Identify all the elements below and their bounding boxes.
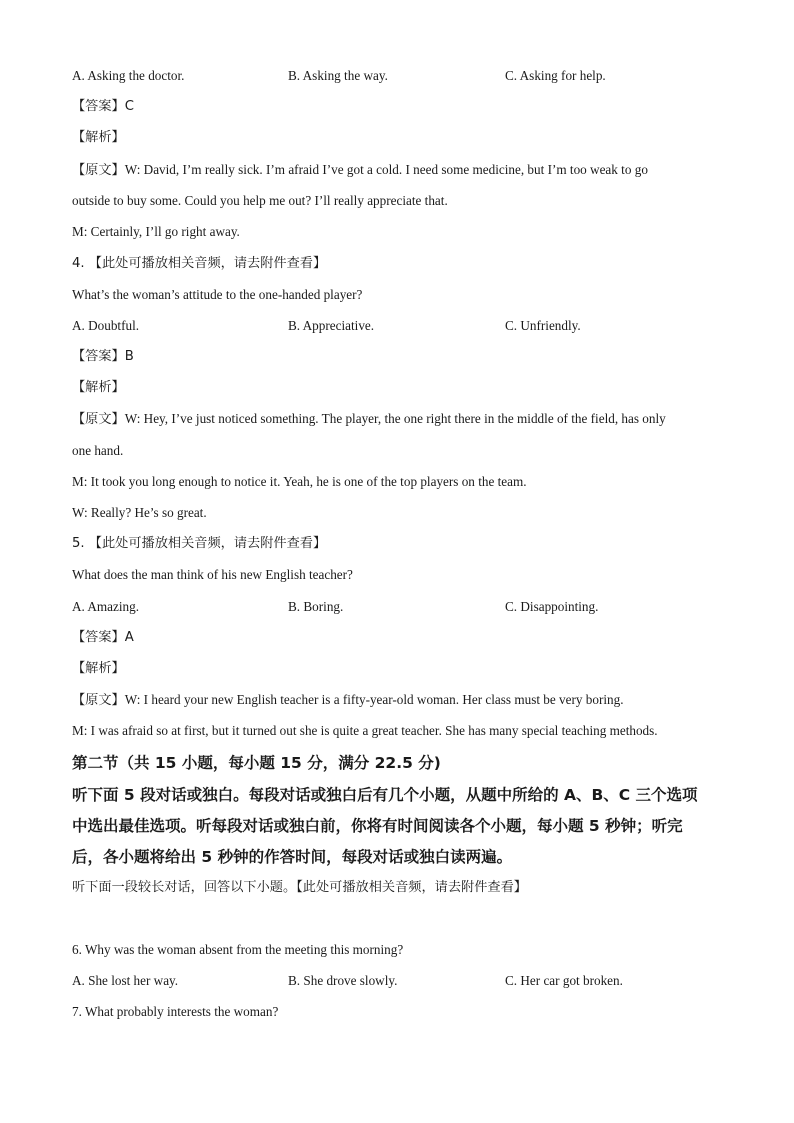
section-2-audio-note: 听下面一段较长对话，回答以下小题。【此处可播放相关音频，请去附件查看】: [72, 880, 527, 895]
q4-answer: 【答案】B: [72, 349, 134, 364]
section-2-instruction-line-1: 听下面 5 段对话或独白。每段对话或独白后有几个小题，从题中所给的 A、B、C 三个选项: [72, 786, 698, 804]
q3-transcript-line-2: outside to buy some. Could you help me out? I’ll really appreciate that.: [72, 193, 448, 208]
q3-option-b: B. Asking the way.: [288, 68, 388, 83]
q6-option-a: A. She lost her way.: [72, 973, 179, 988]
q4-heading: 4. 【此处可播放相关音频，请去附件查看】: [72, 256, 327, 271]
q6-option-b: B. She drove slowly.: [288, 973, 398, 988]
q5-question: What does the man think of his new English teacher?: [72, 567, 353, 582]
q4-analysis-label: 【解析】: [72, 380, 125, 395]
q4-transcript-line-4: W: Really? He’s so great.: [72, 505, 207, 520]
q4-transcript-line-3: M: It took you long enough to notice it. Yeah, he is one of the top players on the team.: [72, 474, 527, 489]
q4-option-c: C. Unfriendly.: [505, 318, 581, 333]
q3-transcript-line-3: M: Certainly, I’ll go right away.: [72, 224, 240, 239]
q3-option-a: A. Asking the doctor.: [72, 68, 185, 83]
q7-question: 7. What probably interests the woman?: [72, 1004, 279, 1019]
q3-answer: 【答案】C: [72, 99, 134, 114]
q4-transcript-line-2: one hand.: [72, 443, 124, 458]
q4-option-b: B. Appreciative.: [288, 318, 375, 333]
q5-transcript-line-1: 【原文】W: I heard your new English teacher is a fifty-year-old woman. Her class must be very boring.: [72, 692, 624, 707]
q6-option-c: C. Her car got broken.: [505, 973, 623, 988]
q4-transcript-line-1: 【原文】W: Hey, I’ve just noticed something. The player, the one right there in the middle of the field, has only: [72, 411, 666, 426]
q5-option-c: C. Disappointing.: [505, 599, 599, 614]
section-2-title: 第二节（共 15 小题，每小题 15 分，满分 22.5 分): [72, 754, 441, 772]
q3-transcript-line-1: 【原文】W: David, I’m really sick. I’m afraid I’ve got a cold. I need some medicine, but I’m too weak to go: [72, 162, 648, 177]
q5-transcript-line-2: M: I was afraid so at first, but it turned out she is quite a great teacher. She has many special teaching methods.: [72, 723, 658, 738]
q3-analysis-label: 【解析】: [72, 130, 125, 145]
q4-option-a: A. Doubtful.: [72, 318, 140, 333]
section-2-instruction-line-3: 后，各小题将给出 5 秒钟的作答时间，每段对话或独白读两遍。: [72, 848, 513, 866]
q6-question: 6. Why was the woman absent from the meeting this morning?: [72, 942, 404, 957]
q5-answer: 【答案】A: [72, 630, 134, 645]
q5-analysis-label: 【解析】: [72, 661, 125, 676]
section-2-instruction-line-2: 中选出最佳选项。听每段对话或独白前，你将有时间阅读各个小题，每小题 5 秒钟；听完: [72, 817, 683, 835]
q4-question: What’s the woman’s attitude to the one-handed player?: [72, 287, 363, 302]
q5-heading: 5. 【此处可播放相关音频，请去附件查看】: [72, 536, 327, 551]
q3-option-c: C. Asking for help.: [505, 68, 606, 83]
q5-option-a: A. Amazing.: [72, 599, 140, 614]
q5-option-b: B. Boring.: [288, 599, 344, 614]
